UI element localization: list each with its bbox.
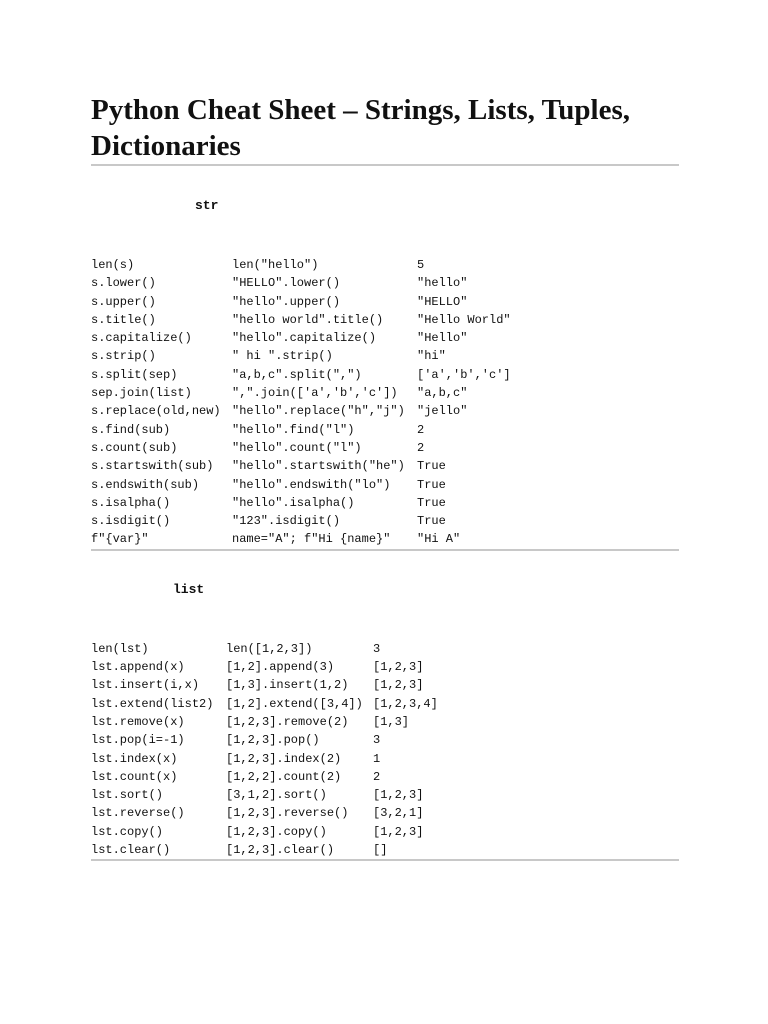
method-cell: s.upper() [91,294,156,309]
method-cell: s.strip() [91,349,156,364]
section-heading-list: list [173,581,205,597]
example-cell: [1,2,3].remove(2) [226,714,349,729]
method-cell: s.lower() [91,276,156,291]
example-cell: "123".isdigit() [232,514,341,529]
method-cell: s.startswith(sub) [91,459,214,474]
table-row [91,494,511,512]
result-cell: True [417,459,446,474]
result-cell: 3 [373,641,381,656]
table-row [91,384,511,402]
method-cell: lst.append(x) [91,660,185,675]
method-cell: lst.insert(i,x) [91,678,200,693]
result-cell: "Hi A" [417,532,461,547]
table-row [91,347,511,365]
example-cell: [1,3].insert(1,2) [226,678,349,693]
example-cell: [1,2,3].index(2) [226,751,342,766]
result-cell: True [417,495,446,510]
table-row [91,421,511,439]
result-cell: [1,2,3,4] [373,696,438,711]
method-cell: lst.reverse() [91,806,185,821]
result-cell: "Hello World" [417,312,511,327]
table-row [91,731,438,749]
example-cell: "hello".isalpha() [232,495,355,510]
result-cell: 2 [417,422,425,437]
example-cell: "hello".startswith("he") [232,459,405,474]
table-row [91,676,438,694]
example-cell: "hello".count("l") [232,440,362,455]
method-cell: s.capitalize() [91,331,192,346]
method-cell: sep.join(list) [91,386,192,401]
table-row [91,366,511,384]
result-cell: 2 [417,440,425,455]
example-cell: [1,2].extend([3,4]) [226,696,363,711]
method-cell: lst.copy() [91,824,164,839]
method-cell: s.count(sub) [91,440,178,455]
example-cell: [1,2,3].reverse() [226,806,349,821]
example-cell: "a,b,c".split(",") [232,367,362,382]
example-cell: "HELLO".lower() [232,276,341,291]
table-row [91,786,438,804]
method-cell: lst.sort() [91,788,164,803]
example-cell: "hello".find("l") [232,422,355,437]
table-row [91,750,438,768]
result-cell: "hi" [417,349,446,364]
method-cell: len(lst) [91,641,149,656]
method-cell: f"{var}" [91,532,149,547]
example-cell: "hello".replace("h","j") [232,404,405,419]
result-cell: [1,2,3] [373,678,424,693]
result-cell: [3,2,1] [373,806,424,821]
result-cell: "a,b,c" [417,386,468,401]
table-row [91,695,438,713]
table-row [91,274,511,292]
table-row [91,658,438,676]
example-cell: ",".join(['a','b','c']) [232,386,398,401]
result-cell: [1,2,3] [373,660,424,675]
example-cell: len([1,2,3]) [226,641,313,656]
method-cell: len(s) [91,258,135,272]
result-cell: ['a','b','c'] [417,367,511,382]
example-cell: "hello".capitalize() [232,331,377,346]
result-cell: [] [373,843,388,858]
divider [91,164,679,166]
example-cell: name="A"; f"Hi {name}" [232,532,391,547]
result-cell: [1,2,3] [373,824,424,839]
table-row [91,640,438,658]
result-cell: True [417,514,446,529]
result-cell: "hello" [417,276,468,291]
divider [91,549,679,551]
example-cell: "hello".upper() [232,294,341,309]
result-cell: [1,2,3] [373,788,424,803]
method-cell: lst.remove(x) [91,714,185,729]
method-cell: lst.pop(i=-1) [91,733,185,748]
method-cell: s.isalpha() [91,495,171,510]
example-cell: [3,1,2].sort() [226,788,327,803]
table-row [91,402,511,420]
list-methods-table [91,640,438,860]
page-title: Python Cheat Sheet – Strings, Lists, Tuples, Dictionaries [91,94,631,162]
method-cell: s.replace(old,new) [91,404,221,419]
table-row [91,329,511,347]
table-row [91,457,511,475]
str-methods-table [91,256,511,549]
method-cell: s.split(sep) [91,367,178,382]
result-cell: 2 [373,769,381,784]
document-page [91,92,679,861]
method-cell: s.find(sub) [91,422,171,437]
result-cell: "Hello" [417,331,468,346]
result-cell: [1,3] [373,714,410,729]
example-cell: [1,2,2].count(2) [226,769,342,784]
method-cell: s.title() [91,312,156,327]
method-cell: lst.index(x) [91,751,178,766]
divider [91,859,679,861]
table-row [91,439,511,457]
example-cell: " hi ".strip() [232,349,333,364]
example-cell: [1,2,3].pop() [226,733,320,748]
method-cell: lst.extend(list2) [91,696,214,711]
result-cell: True [417,477,446,492]
example-cell: "hello".endswith("lo") [232,477,391,492]
result-cell: "jello" [417,404,468,419]
table-row [91,713,438,731]
table-row [91,476,511,494]
table-row [91,256,511,274]
method-cell: lst.count(x) [91,769,178,784]
table-row [91,823,438,841]
table-row [91,293,511,311]
method-cell: lst.clear() [91,843,171,858]
table-row [91,311,511,329]
example-cell: "hello world".title() [232,312,384,327]
table-row [91,512,511,530]
table-row [91,530,511,548]
result-cell: 3 [373,733,381,748]
section-heading-str: str [195,198,219,213]
example-cell: [1,2,3].clear() [226,843,335,858]
example-cell: [1,2,3].copy() [226,824,327,839]
table-row [91,768,438,786]
result-cell: 5 [417,258,425,272]
table-row [91,841,438,859]
table-row [91,804,438,822]
result-cell: 1 [373,751,381,766]
example-cell: len("hello") [232,258,319,272]
method-cell: s.isdigit() [91,514,171,529]
result-cell: "HELLO" [417,294,468,309]
example-cell: [1,2].append(3) [226,660,335,675]
method-cell: s.endswith(sub) [91,477,200,492]
